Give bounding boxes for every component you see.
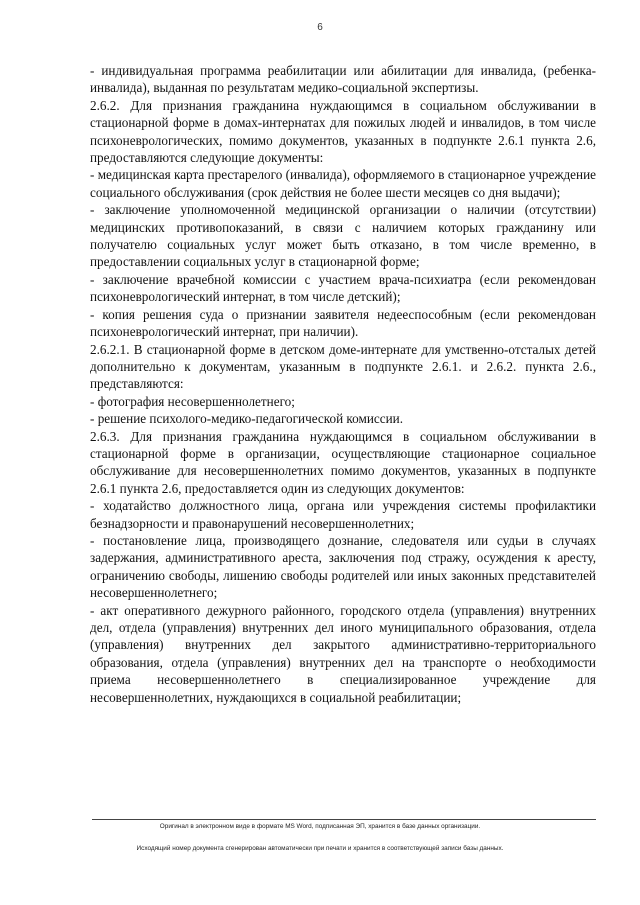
- paragraph: - индивидуальная программа реабилитации или абилитации для инвалида, (ребенка-инвалида), выданная по результатам медико-социальной экспертизы.: [90, 63, 596, 96]
- document-body: [90, 62, 596, 706]
- paragraph: 2.6.2.1. В стационарной форме в детском доме-интернате для умственно-отсталых детей дополнительно к документам, указанным в подпункте 2.6.1. и 2.6.2. пункта 2.6., представляются:: [90, 341, 596, 392]
- footer-note-original: Оригинал в электронном виде в формате MS Word, подписанная ЭП, хранится в базе данных организации.: [159, 823, 481, 830]
- page-number: 6: [317, 22, 323, 33]
- footer-divider: [92, 819, 596, 820]
- paragraph: - медицинская карта престарелого (инвалида), оформляемого в стационарное учреждение социального обслуживания (срок действия не более шести месяцев со дня выдачи);: [90, 167, 596, 200]
- footer-note-number: Исходящий номер документа сгенерирован автоматически при печати и хранится в соответствующей записи базы данных.: [136, 845, 504, 852]
- paragraph: - ходатайство должностного лица, органа или учреждения системы профилактики безнадзорности и правонарушений несовершеннолетних;: [90, 498, 596, 531]
- paragraph: - заключение врачебной комиссии с участием врача-психиатра (если рекомендован психоневрологический интернат, в том числе детский);: [90, 271, 596, 305]
- paragraph: - постановление лица, производящего дознание, следователя или судьи в случаях задержания, административного ареста, заключения под стражу, осуждения к аресту, ограничению свободы, лишению свободы родителей или иных законных представителей несовершеннолетнего;: [90, 532, 596, 601]
- paragraph: 2.6.3. Для признания гражданина нуждающимся в социальном обслуживании в стационарной форме в организации, осуществляющие стационарное социальное обслуживание для несовершеннолетних помимо документов, указанных в подпункте 2.6.1 пункта 2.6, предоставляется один из следующих документов:: [90, 428, 596, 496]
- paragraph: - решение психолого-медико-педагогической комиссии.: [90, 411, 404, 427]
- paragraph: 2.6.2. Для признания гражданина нуждающимся в социальном обслуживании в стационарной форме в домах-интернатах для пожилых людей и инвалидов, в том числе психоневрологических, помимо документов, указанных в подпункте 2.6.1 пункта 2.6, предоставляются следующие документы:: [90, 97, 596, 166]
- paragraph: - заключение уполномоченной медицинской организации о наличии (отсутствии) медицинских противопоказаний, в связи с наличием которых гражданину или получателю социальных услуг может быть отказано, в том числе временно, в предоставлении социальных услуг в стационарной форме;: [90, 202, 596, 270]
- paragraph: - копия решения суда о признании заявителя недееспособным (если рекомендован психоневрологический интернат, при наличии).: [90, 306, 596, 340]
- paragraph: - акт оперативного дежурного районного, городского отдела (управления) внутренних дел, отдела (управления) внутренних дел иного муниципального образования, отдела (управления) внутренних дел закрытого административно-территориального образования, отдела (управления) внутренних дел на транспорте о необходимости приема несовершеннолетнего в специализированное учреждение для несовершеннолетних, нуждающихся в социальной реабилитации;: [90, 602, 596, 705]
- paragraph: - фотография несовершеннолетнего;: [90, 393, 295, 409]
